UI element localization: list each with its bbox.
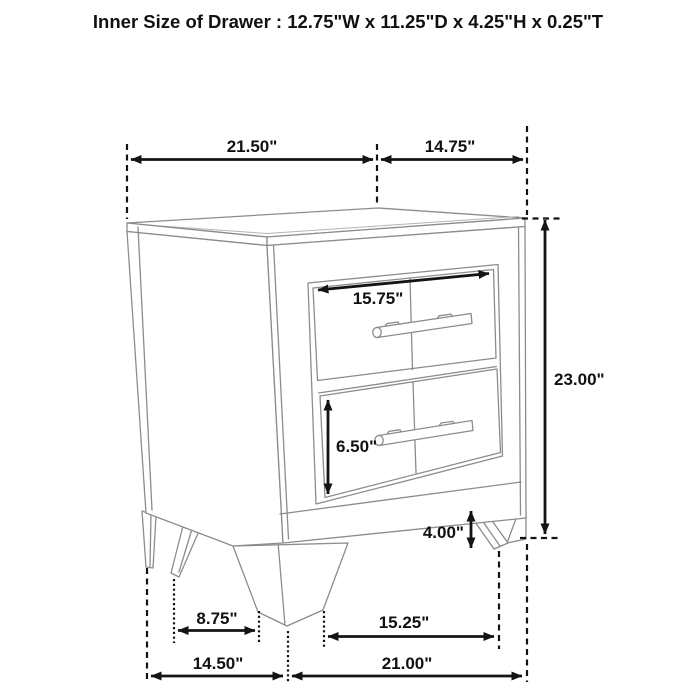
front-left-leg	[233, 543, 348, 626]
drawer-height-label: 6.50"	[336, 437, 378, 456]
side-leg-span-label: 8.75"	[196, 609, 238, 628]
base-width-label: 21.00"	[381, 654, 433, 673]
back-left-leg	[142, 511, 156, 568]
nightstand-body	[127, 208, 526, 546]
base-depth-label: 14.50"	[192, 654, 244, 673]
diagram-title: Inner Size of Drawer : 12.75"W x 11.25"D x 4.25"H x 0.25"T	[92, 11, 604, 32]
drawer-width-label: 15.75"	[352, 289, 404, 308]
front-leg-span-label: 15.25"	[378, 613, 430, 632]
floor-clearance-label: 4.00"	[422, 523, 464, 542]
top-depth-label: 14.75"	[424, 137, 476, 156]
left-side-panel	[127, 232, 283, 547]
nightstand-drawing	[127, 208, 526, 626]
top-width-label: 21.50"	[226, 137, 278, 156]
overall-height-label: 23.00"	[554, 370, 605, 389]
